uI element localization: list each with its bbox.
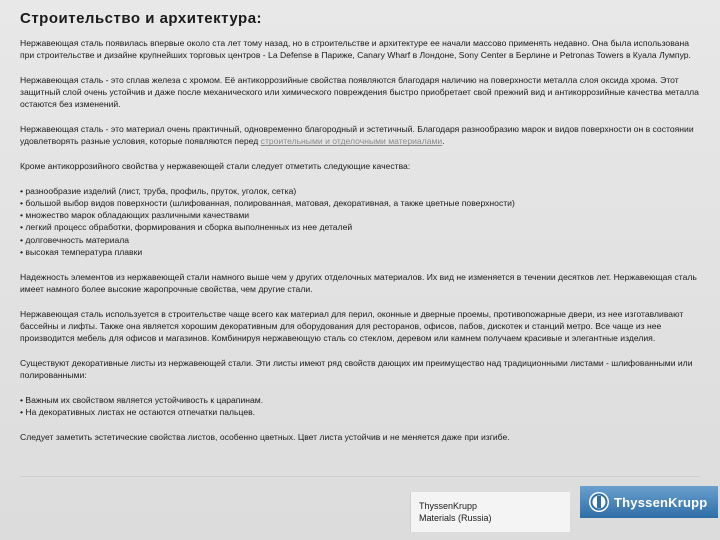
qualities-list [20, 185, 704, 259]
list-item: • большой выбор видов поверхности (шлифованная, полированная, матовая, декоративная, а также цветные поверхности) [20, 197, 704, 209]
list-item: • На декоративных листах не остаются отпечатки пальцев. [20, 406, 704, 418]
paragraph-practicality [20, 123, 704, 148]
list-item: • высокая температура плавки [20, 246, 704, 258]
paragraph-composition: Нержавеющая сталь - это сплав железа с хромом. Её антикоррозийные свойства появляются благодаря наличию на поверхности металла слоя оксида хрома. Этот защитный слой очень устойчив и даже после механического или химического повреждения быстро приобретает свой прежний вид и антикоррозийные качества металла остаются без изменений. [20, 74, 699, 110]
footer-company: ThyssenKrupp [419, 501, 478, 511]
footer-division: Materials (Russia) [419, 513, 492, 523]
list-item: • Важным их свойством является устойчивость к царапинам. [20, 394, 704, 406]
paragraph-decorative-sheets: Существуют декоративные листы из нержавеющей стали. Эти листы имеют ряд свойств дающих им преимущество над традиционными листами - шлифованными или полированными: [20, 357, 693, 381]
materials-link[interactable]: строительными и отделочными материалами [260, 136, 443, 147]
list-item: • множество марок обладающих различными качествами [20, 209, 704, 221]
paragraph-usage: Нержавеющая сталь используется в строительстве чаще всего как материал для перил, оконные и дверные проемы, противопожарные двери, из нее изготавливают бассейны и лифты. Также она является хорошим декоративным для оборудования для ресторанов, офисов, пабов, дискотек и станций метро. Все чаще из нее производится мебель для офисов и магазинов. Комбинируя нержавеющую сталь со стеклом, деревом или камнем получаем красивые и элегантные изделия. [20, 308, 684, 344]
list-item: • разнообразие изделий (лист, труба, профиль, пруток, уголок, сетка) [20, 185, 704, 197]
paragraph-intro: Нержавеющая сталь появилась впервые около ста лет тому назад, но в строительстве и архитектуре ее начали массово применять недавно. Она была использована при строительстве и дизайне крупнейших торговых центров - La Defense в Париже, Canary Wharf в Лондоне, Sony Center в Берлине и Petronas Towers в Куала Лумпур. [20, 38, 691, 61]
paragraph-practicality-text: Нержавеющая сталь - это материал очень практичный, одновременно благородный и эстетичный. Благодаря разнообразию марок и видов поверхности он в состоянии удовлетворять разные условия, которые появляются перед [20, 124, 694, 147]
company-logo [580, 486, 718, 518]
paragraph-reliability: Надежность элементов из нержавеющей стали намного выше чем у других отделочных материалов. Их вид не изменяется в течении десятков лет. Нержавеющая сталь имеет намного более высокие жаропрочные свойства, чем другие стали. [20, 271, 697, 294]
logo-emblem-icon [588, 491, 610, 513]
paragraph-aesthetics: Следует заметить эстетические свойства листов, особенно цветных. Цвет листа устойчив и не меняется даже при изгибе. [20, 431, 510, 442]
paragraph-practicality-end: . [442, 136, 445, 147]
logo-text: ThyssenKrupp [614, 494, 708, 510]
footer-company-info [410, 492, 570, 532]
sheet-advantages-list [20, 394, 704, 419]
article-body [20, 37, 704, 455]
page-title: Строительство и архитектура: [20, 10, 263, 27]
footer-divider [20, 476, 700, 477]
list-item: • легкий процесс обработки, формирования и сборка выполненных из нее деталей [20, 221, 704, 233]
paragraph-qualities-intro: Кроме антикоррозийного свойства у нержавеющей стали следует отметить следующие качества: [20, 160, 411, 171]
list-item: • долговечность материала [20, 234, 704, 246]
